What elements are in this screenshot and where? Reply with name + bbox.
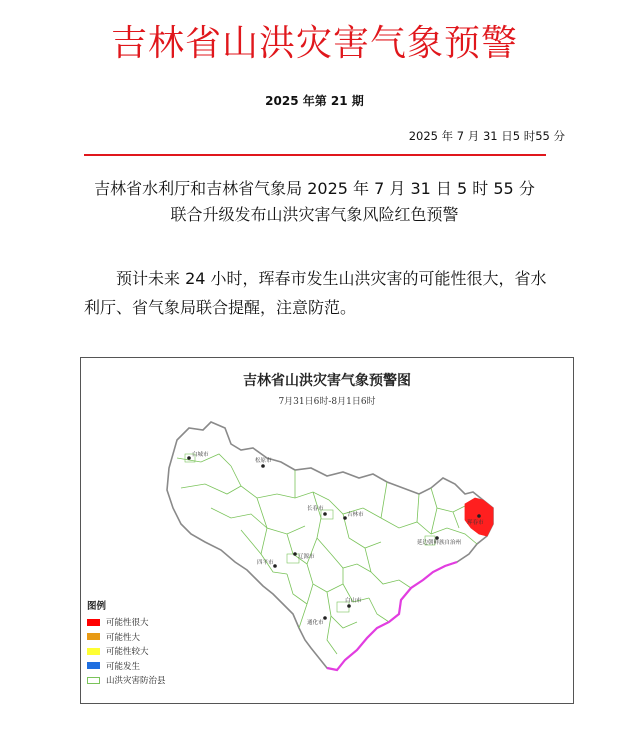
map-subtitle: 7月31日6时-8月1日6时 [278, 397, 376, 407]
city-label-liaoyuan: 辽源市 [298, 554, 315, 560]
city-marker-baishan [347, 604, 351, 608]
city-marker-siping [273, 564, 277, 568]
legend-swatch-green-outline [87, 677, 100, 684]
legend-swatch-yellow [87, 648, 100, 655]
legend-label: 可能发生 [106, 661, 141, 672]
legend-item-fairly-likely [87, 644, 166, 659]
legend-label: 可能性较大 [106, 647, 149, 658]
city-label-tonghua: 通化市 [307, 620, 324, 626]
province-outline [167, 422, 493, 670]
city-label-baishan: 白山市 [345, 598, 362, 604]
headline [0, 176, 629, 228]
city-label-songyuan: 松原市 [255, 458, 272, 464]
legend-swatch-orange [87, 633, 100, 640]
map-title: 吉林省山洪灾害气象预警图 [243, 373, 411, 389]
legend-label: 可能性很大 [106, 618, 149, 629]
legend-swatch-red [87, 619, 100, 626]
city-label-siping: 四平市 [257, 560, 274, 566]
map-legend [87, 598, 166, 688]
issue-date: 2025 年 7 月 31 日5 时55 分 [408, 129, 565, 143]
red-divider [84, 154, 546, 156]
city-marker-liaoyuan [293, 552, 297, 556]
legend-item-very-likely [87, 615, 166, 630]
legend-title: 图例 [87, 601, 107, 612]
city-marker-baicheng [187, 456, 191, 460]
headline-line-2: 联合升级发布山洪灾害气象风险红色预警 [170, 205, 459, 224]
city-label-hunchun: 珲春市 [467, 520, 484, 526]
city-marker-tonghua [323, 616, 327, 620]
legend-label: 可能性大 [106, 632, 141, 643]
warning-map [80, 357, 574, 704]
body-paragraph: 预计未来 24 小时，珲春市发生山洪灾害的可能性很大，省水利厅、省气象局联合提醒，注意防范。 [84, 269, 547, 317]
document-title: 吉林省山洪灾害气象预警 [110, 23, 518, 64]
city-label-changchun: 长春市 [307, 506, 324, 512]
legend-label: 山洪灾害防治县 [106, 676, 166, 687]
city-label-jilin: 吉林市 [347, 512, 364, 518]
issue-number: 2025 年第 21 期 [265, 94, 364, 108]
city-marker-songyuan [261, 464, 265, 468]
city-label-baicheng: 白城市 [192, 452, 209, 458]
city-label-yanbian: 延边朝鲜族自治州 [417, 540, 462, 546]
legend-item-prevention-county [87, 673, 166, 688]
city-marker-hunchun [477, 514, 481, 518]
headline-line-1: 吉林省水利厅和吉林省气象局 2025 年 7 月 31 日 5 时 55 分 [94, 179, 535, 198]
legend-swatch-blue [87, 662, 100, 669]
legend-item-likely [87, 630, 166, 645]
city-marker-changchun [323, 512, 327, 516]
legend-item-possible [87, 659, 166, 674]
